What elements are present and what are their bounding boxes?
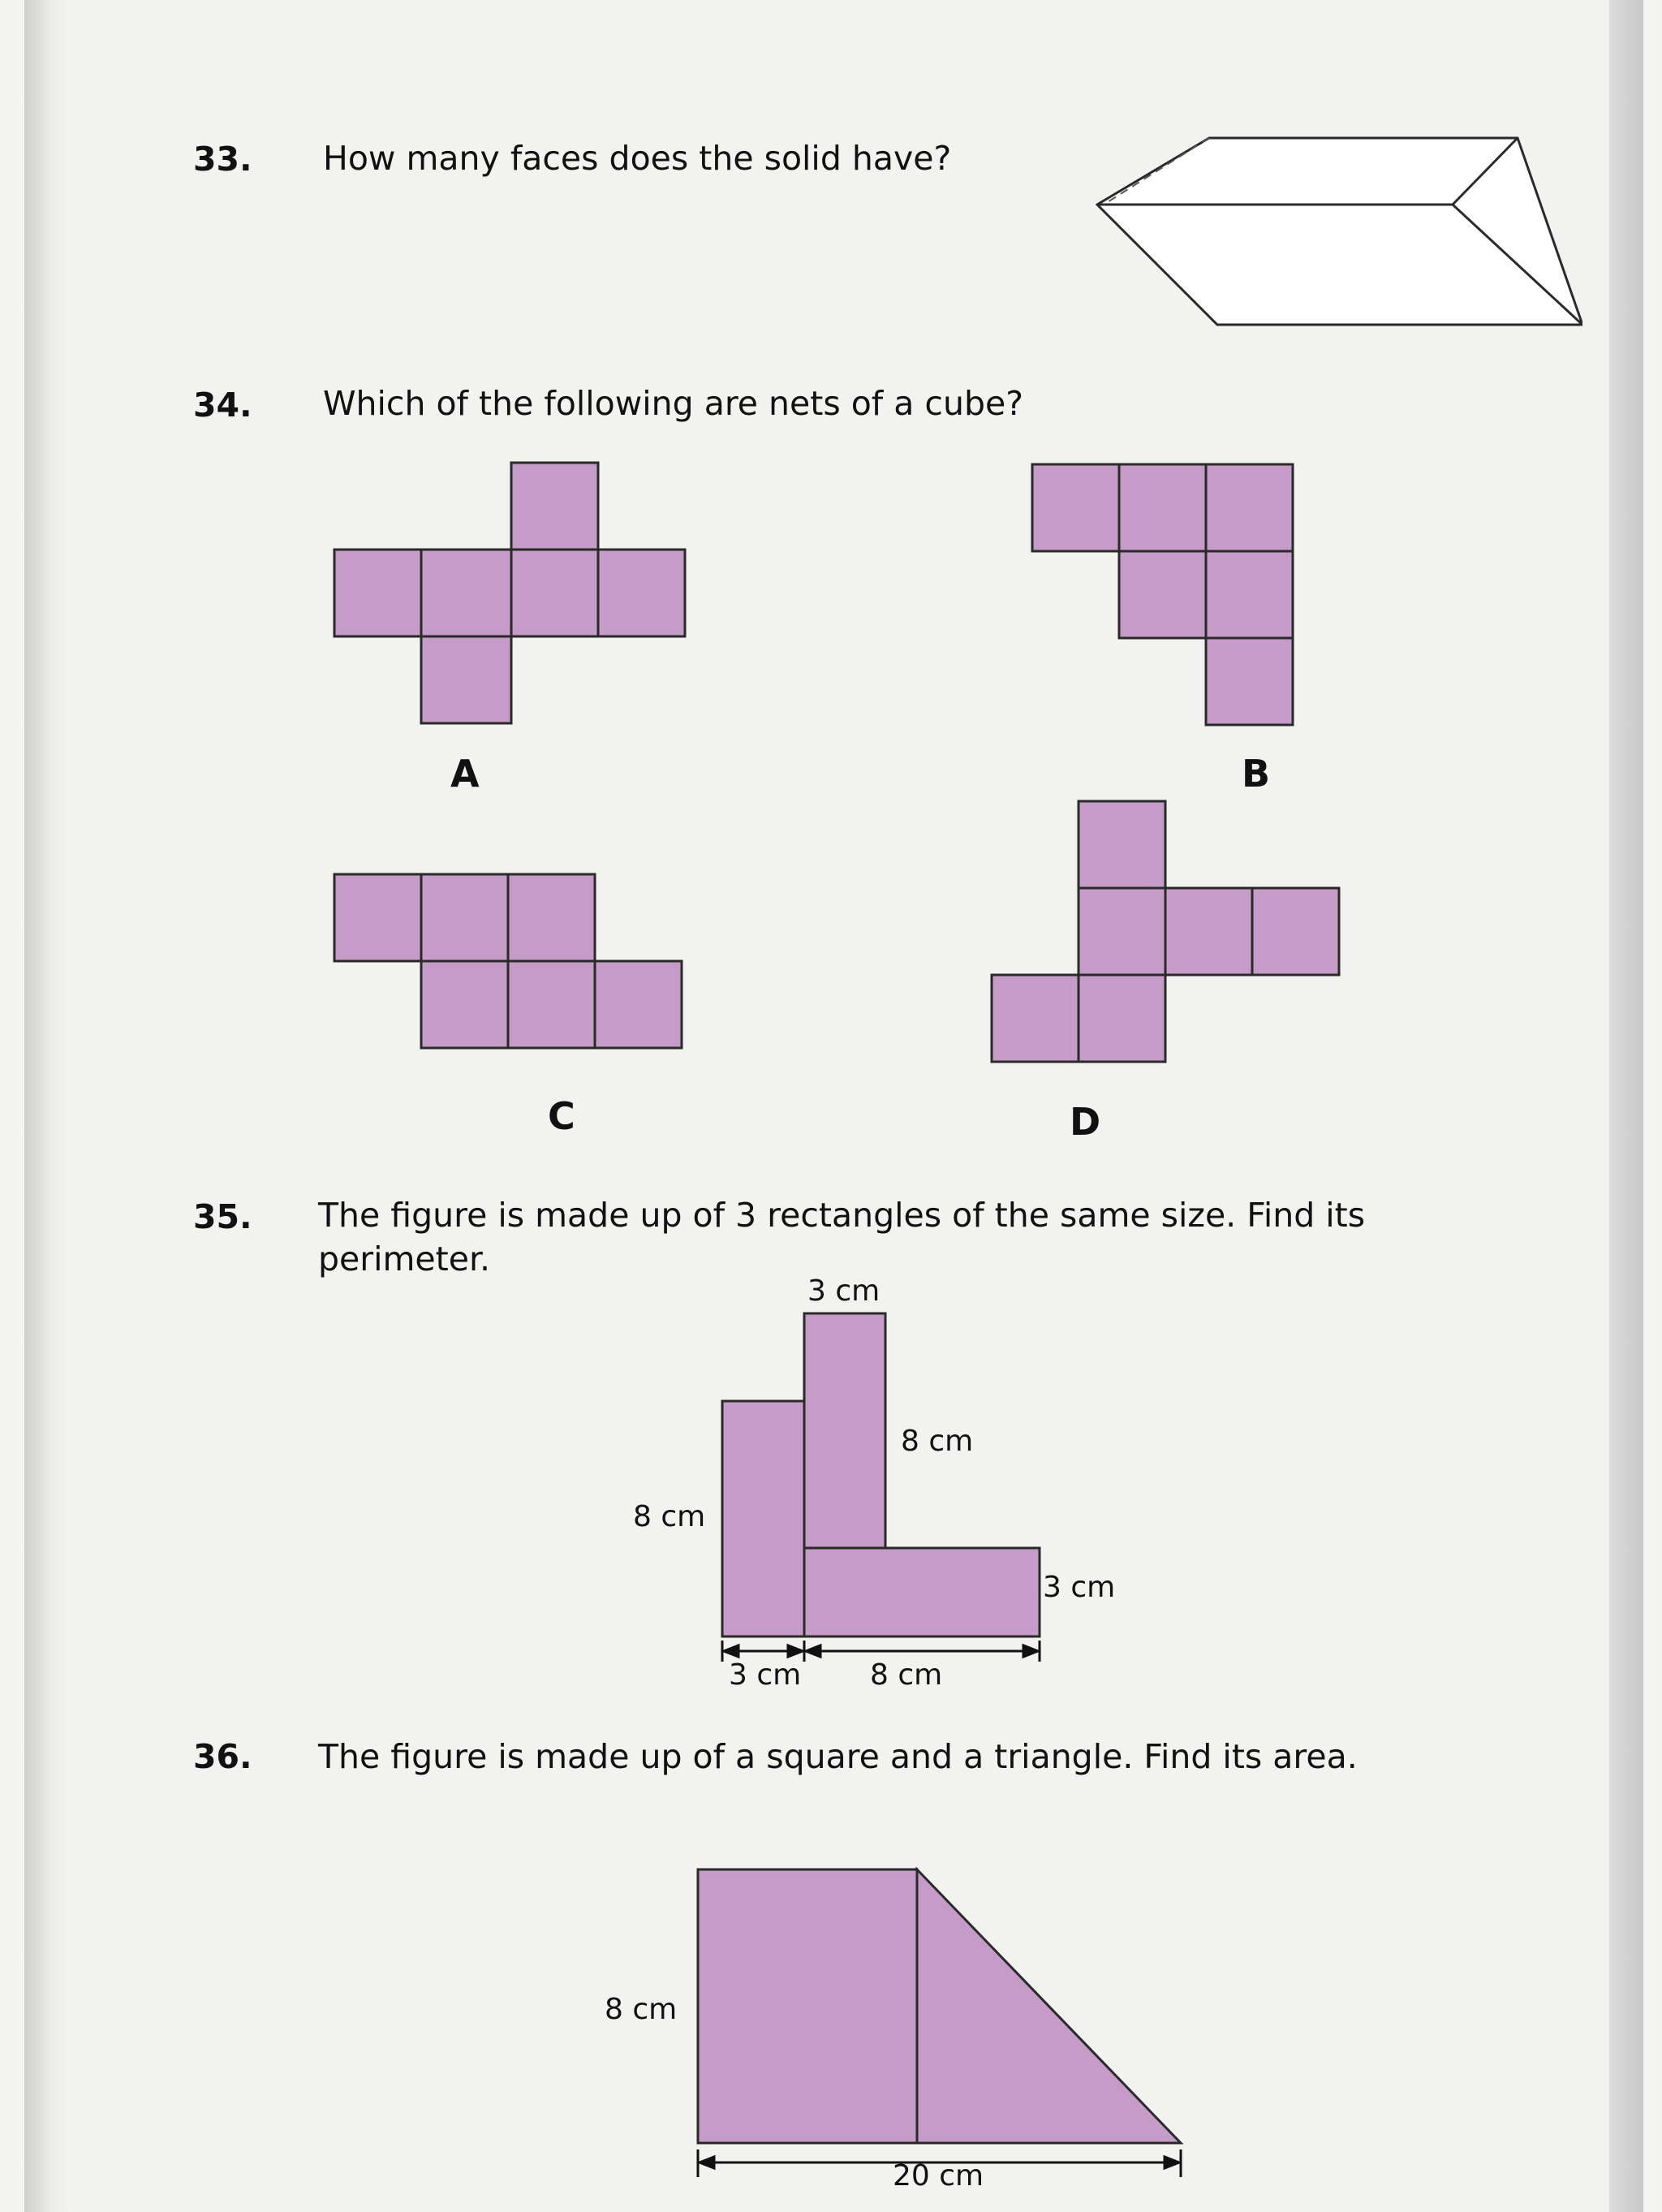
- fig36-side-label: 8 cm: [605, 1993, 678, 2026]
- figure-36: [682, 1867, 1201, 2188]
- question-33-text: How many faces does the solid have?: [323, 139, 952, 178]
- question-36-number: 36.: [193, 1737, 252, 1776]
- page-edge: [1609, 0, 1643, 2212]
- net-d: [990, 800, 1347, 1067]
- net-c-label: C: [548, 1094, 575, 1138]
- net-a-label: A: [450, 752, 480, 796]
- question-36-text: The figure is made up of a square and a triangle. Find its area.: [318, 1737, 1358, 1776]
- net-c: [333, 873, 690, 1059]
- question-35-text: The figure is made up of 3 rectangles of the same size. Find its perimeter.: [318, 1196, 1366, 1278]
- fig35-bottom-right-label: 8 cm: [870, 1658, 943, 1692]
- net-a: [333, 461, 690, 729]
- book-gutter: [24, 0, 71, 2212]
- fig35-bottom-left-label: 3 cm: [729, 1658, 802, 1692]
- prism-solid: [1096, 130, 1582, 333]
- question-33-number: 33.: [193, 140, 252, 179]
- question-34-text: Which of the following are nets of a cube?: [323, 384, 1023, 423]
- question-35-number: 35.: [193, 1197, 252, 1236]
- question-34-number: 34.: [193, 386, 252, 425]
- fig36-bottom-label: 20 cm: [893, 2159, 984, 2193]
- fig35-middle-label: 8 cm: [901, 1425, 974, 1458]
- fig35-left-label: 8 cm: [633, 1500, 706, 1533]
- fig35-right-label: 3 cm: [1043, 1571, 1116, 1604]
- net-d-label: D: [1070, 1100, 1101, 1144]
- figure-35: [706, 1311, 1128, 1684]
- net-b-label: B: [1242, 752, 1271, 796]
- fig35-top-label: 3 cm: [807, 1274, 881, 1308]
